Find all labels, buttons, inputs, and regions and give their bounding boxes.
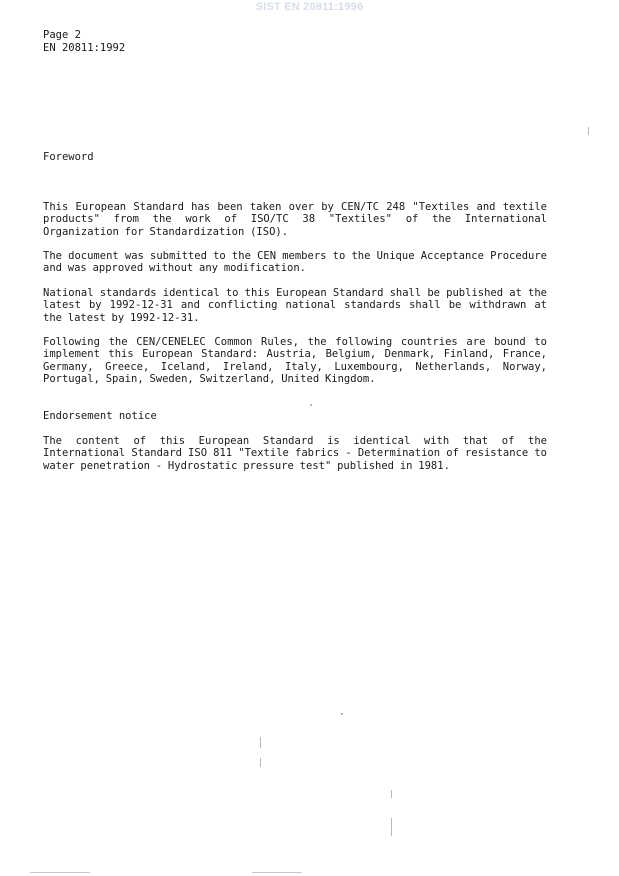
page-number: Page 2 (43, 29, 81, 41)
endorsement-heading: Endorsement notice (43, 410, 157, 422)
scan-mark (391, 818, 392, 836)
scan-mark (252, 872, 302, 873)
scan-mark (310, 404, 312, 406)
foreword-paragraph-1: This European Standard has been taken over by CEN/TC 248 "Textiles and textile products" from the work of ISO/TC 38 "Textiles" of the International Organization for Standardization (ISO). (43, 201, 547, 238)
scan-mark (341, 713, 343, 715)
scan-mark (588, 127, 589, 135)
foreword-paragraph-4: Following the CEN/CENELEC Common Rules, the following countries are bound to implement this European Standard: Austria, Belgium, Denmark, Finland, France, Germany, Greece, Iceland, Ireland, Italy, Luxembourg, Netherlands, Norway, Portugal, Spain, Sweden, Switzerland, United Kingdom. (43, 336, 547, 386)
foreword-paragraph-2: The document was submitted to the CEN members to the Unique Acceptance Procedure and was approved without any modification. (43, 250, 547, 275)
foreword-paragraph-3: National standards identical to this European Standard shall be published at the latest by 1992-12-31 and conflicting national standards shall be withdrawn at the latest by 1992-12-31. (43, 287, 547, 324)
scan-mark (30, 872, 90, 873)
scan-mark (260, 758, 261, 767)
scan-mark (260, 737, 261, 748)
standard-number: EN 20811:1992 (43, 42, 126, 54)
scan-mark (391, 790, 392, 798)
page-header (43, 29, 125, 55)
foreword-heading: Foreword (43, 151, 94, 163)
endorsement-paragraph: The content of this European Standard is identical with that of the International Standard ISO 811 "Textile fabrics - Determination of resistance to water penetration - Hydrostatic pressure test" published in 1981. (43, 435, 547, 472)
watermark: SIST EN 20811:1996 (255, 1, 364, 13)
